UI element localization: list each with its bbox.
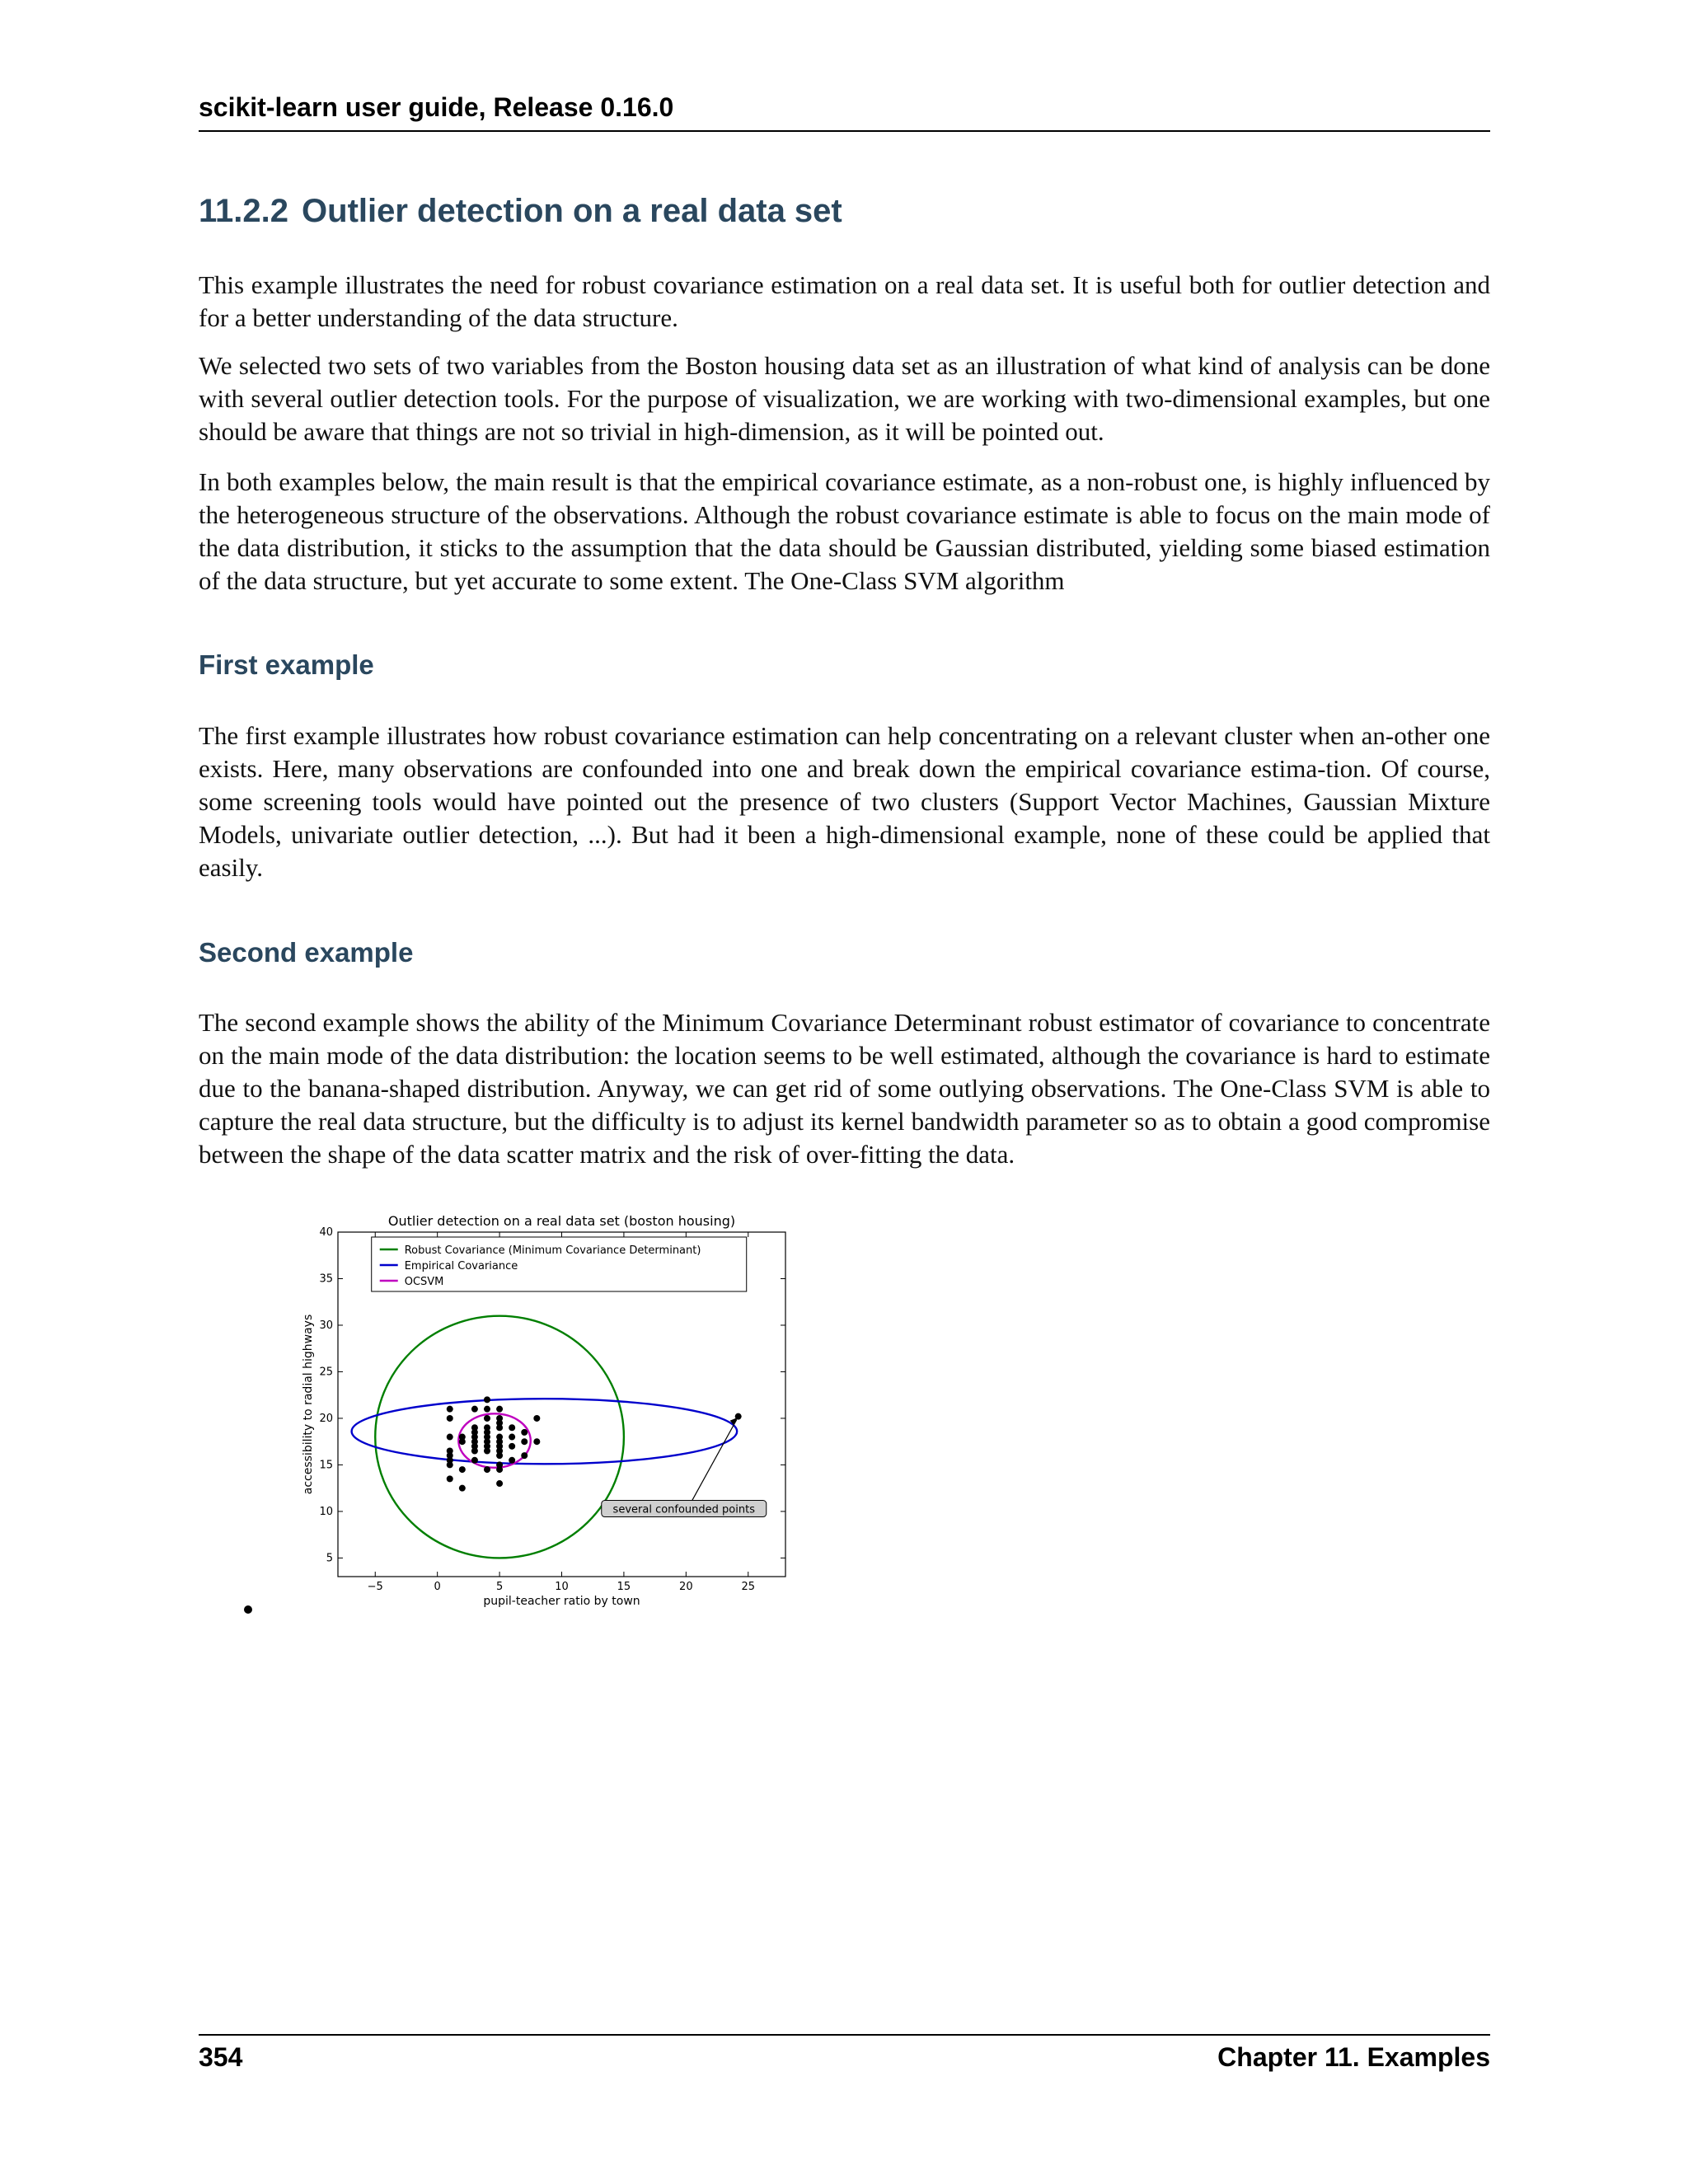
x-tick-label: 5	[495, 1581, 504, 1593]
y-axis-label: accessibility to radial highways	[302, 1314, 315, 1495]
data-point	[447, 1475, 453, 1482]
data-point	[484, 1406, 490, 1413]
data-point	[471, 1457, 478, 1464]
data-point	[496, 1452, 503, 1459]
legend-label: OCSVM	[404, 1276, 444, 1288]
legend-label: Robust Covariance (Minimum Covariance Determinant)	[404, 1244, 701, 1257]
y-tick-label: 20	[319, 1412, 333, 1425]
intro-paragraph-2: We selected two sets of two variables from the Boston housing data set as an illustration of what kind of analysis can be done with several outlier detection tools. For the purpose of visualization, we are working with two-dimensional examples, but one should be aware that things are not so trivial in high-dimension, as it will be pointed out.	[199, 351, 1490, 446]
data-point	[496, 1480, 503, 1487]
data-point	[484, 1415, 490, 1422]
y-tick-label: 40	[319, 1226, 333, 1239]
first-example-paragraph: The first example illustrates how robust covariance estimation can help concentrating on a relevant cluster when an-other one exists. Here, many observations are confounded into one and break down the empirical covariance estima-tion. Of course, some screening tools would have pointed out the presence of two clusters (Support Vector Machines, Gaussian Mixture Models, univariate outlier detection, ...). But had it been a high-dimensional example, none of these could be applied that easily.	[199, 721, 1490, 882]
list-bullet	[244, 1605, 252, 1614]
section-title-text: Outlier detection on a real data set	[302, 193, 842, 229]
x-tick-label: 15	[617, 1581, 631, 1593]
data-point	[471, 1406, 478, 1413]
data-point	[459, 1466, 466, 1473]
legend-label: Empirical Covariance	[404, 1260, 518, 1272]
data-point	[521, 1438, 528, 1445]
data-point	[509, 1434, 515, 1441]
data-point	[509, 1424, 515, 1431]
data-point	[521, 1429, 528, 1436]
data-point	[496, 1424, 503, 1431]
x-tick-label: 25	[741, 1581, 756, 1593]
first-example-heading: First example	[199, 649, 374, 680]
data-point	[447, 1415, 453, 1422]
outlier-detection-figure	[297, 1203, 791, 1615]
data-point	[459, 1485, 466, 1492]
y-tick-label: 25	[319, 1366, 333, 1379]
data-point	[459, 1438, 466, 1445]
data-point	[521, 1452, 528, 1459]
section-title	[199, 193, 842, 230]
data-point	[533, 1438, 540, 1445]
annotation-text: several confounded points	[612, 1503, 755, 1516]
data-point	[509, 1443, 515, 1450]
y-tick-label: 10	[319, 1505, 333, 1518]
data-point	[496, 1466, 503, 1473]
x-tick-label: 20	[679, 1581, 693, 1593]
y-tick-label: 5	[326, 1552, 333, 1565]
data-point	[471, 1447, 478, 1454]
x-tick-label: 0	[434, 1581, 441, 1593]
data-point	[496, 1406, 503, 1413]
x-tick-label: 10	[555, 1581, 569, 1593]
second-example-heading: Second example	[199, 937, 414, 968]
data-point	[533, 1415, 540, 1422]
data-point	[484, 1396, 490, 1403]
header-rule	[199, 130, 1490, 132]
y-tick-label: 15	[319, 1459, 333, 1472]
data-point	[509, 1457, 515, 1464]
data-point	[484, 1447, 490, 1454]
page-number: 354	[199, 2042, 243, 2072]
intro-paragraph-1: This example illustrates the need for robust covariance estimation on a real data set. It is useful both for outlier detection and for a better understanding of the data structure.	[199, 270, 1490, 332]
data-point	[484, 1466, 490, 1473]
second-example-paragraph: The second example shows the ability of the Minimum Covariance Determinant robust estimator of covariance to concentrate on the main mode of the data distribution: the location seems to be well estimated, although the covariance is hard to estimate due to the banana-shaped distribution. Anyway, we can get rid of some outlying observations. The One-Class SVM is able to capture the real data structure, but the difficulty is to adjust its kernel bandwidth parameter so as to obtain a good compromise between the shape of the data scatter matrix and the risk of over-fitting the data.	[199, 1008, 1490, 1169]
intro-paragraph-3: In both examples below, the main result is that the empirical covariance estimate, as a non-robust one, is highly influenced by the heterogeneous structure of the observations. Although the robust covariance estimate is able to focus on the main mode of the data distribution, it sticks to the assumption that the data should be Gaussian distributed, yielding some biased estimation of the data structure, but yet accurate to some extent. The One-Class SVM algorithm	[199, 467, 1490, 595]
running-header: scikit-learn user guide, Release 0.16.0	[199, 92, 674, 122]
x-tick-label: −5	[367, 1581, 383, 1593]
y-tick-label: 35	[319, 1272, 333, 1286]
footer-rule	[199, 2034, 1490, 2036]
data-point	[447, 1461, 453, 1468]
y-tick-label: 30	[319, 1319, 333, 1332]
chapter-label: Chapter 11. Examples	[1217, 2042, 1490, 2072]
section-number: 11.2.2	[199, 193, 289, 229]
x-axis-label: pupil-teacher ratio by town	[483, 1595, 640, 1608]
data-point	[447, 1434, 453, 1441]
data-point	[447, 1406, 453, 1413]
chart-title: Outlier detection on a real data set (boston housing)	[387, 1213, 736, 1229]
